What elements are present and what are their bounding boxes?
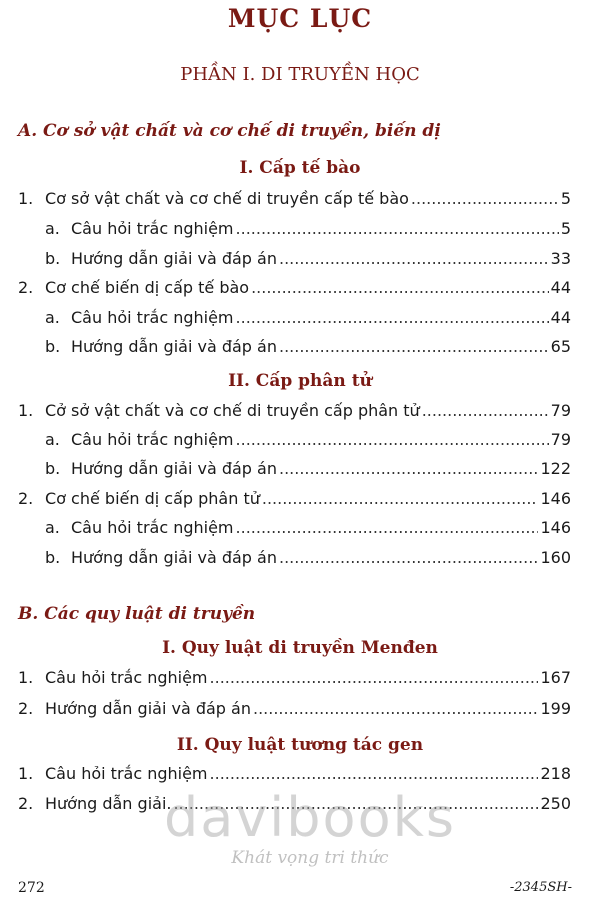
toc-subentry[interactable]: [45, 247, 571, 271]
entry-number: 1.: [18, 189, 34, 208]
chapter-heading: I. Cấp tế bào: [239, 158, 361, 178]
entry-title: Câu hỏi trắc nghiệm: [71, 308, 234, 327]
toc-entry[interactable]: [18, 399, 571, 423]
entry-page: 65: [550, 337, 571, 356]
entry-title: Hướng dẫn giải và đáp án: [71, 459, 277, 478]
toc-entry[interactable]: [18, 187, 571, 211]
dot-leader: [279, 457, 538, 481]
page-title: MỤC LỤC: [227, 4, 373, 33]
entry-page: 79: [550, 430, 571, 449]
toc-entry[interactable]: [18, 697, 571, 721]
entry-title: Cơ chế biến dị cấp phân tử: [45, 489, 260, 508]
dot-leader: [279, 335, 549, 359]
toc-subentry[interactable]: [45, 217, 571, 241]
entry-title: Cơ chế biến dị cấp tế bào: [45, 278, 250, 297]
entry-number: a.: [45, 308, 60, 327]
dot-leader: [236, 428, 549, 452]
entry-number: 1.: [18, 764, 34, 783]
dot-leader: [251, 276, 549, 300]
entry-title: Hướng dẫn giải và đáp án: [71, 548, 277, 567]
watermark-brand: davibooks: [163, 786, 457, 849]
dot-leader: [236, 306, 549, 330]
dot-leader: [210, 666, 539, 690]
entry-title: Hướng dẫn giải.: [45, 794, 172, 813]
dot-leader: [422, 399, 549, 423]
part-heading: PHẦN I. DI TRUYỀN HỌC: [180, 64, 420, 85]
watermark-tagline: Khát vọng tri thức: [231, 848, 389, 868]
entry-page: 44: [550, 278, 571, 297]
entry-title: Hướng dẫn giải và đáp án: [71, 337, 277, 356]
entry-number: a.: [45, 430, 60, 449]
dot-leader: [236, 516, 539, 540]
entry-page: 5: [560, 189, 571, 208]
entry-number: b.: [45, 249, 61, 268]
entry-number: 1.: [18, 401, 34, 420]
toc-subentry[interactable]: [45, 516, 571, 540]
entry-page: 146: [540, 518, 571, 537]
toc-entry[interactable]: [18, 276, 571, 300]
chapter-heading: I. Quy luật di truyền Menđen: [162, 638, 438, 658]
entry-title: Hướng dẫn giải và đáp án: [71, 249, 277, 268]
entry-page: 79: [550, 401, 571, 420]
toc-entry[interactable]: [18, 666, 571, 690]
entry-number: a.: [45, 518, 60, 537]
entry-title: Câu hỏi trắc nghiệm: [45, 764, 208, 783]
dot-leader: [279, 247, 549, 271]
chapter-heading: II. Cấp phân tử: [228, 371, 372, 391]
entry-page: 146: [540, 489, 571, 508]
toc-entry[interactable]: [18, 762, 571, 786]
entry-title: Cở sở vật chất và cơ chế di truyền cấp phân tử: [45, 401, 420, 420]
entry-title: Câu hỏi trắc nghiệm: [71, 219, 234, 238]
entry-title: Câu hỏi trắc nghiệm: [45, 668, 208, 687]
dot-leader: [279, 546, 538, 570]
dot-leader: [173, 792, 538, 816]
chapter-heading: II. Quy luật tương tác gen: [176, 735, 424, 755]
entry-number: 2.: [18, 489, 34, 508]
toc-subentry[interactable]: [45, 546, 571, 570]
toc-entry[interactable]: [18, 487, 571, 511]
toc-subentry[interactable]: [45, 335, 571, 359]
entry-page: 199: [540, 699, 571, 718]
entry-page: 167: [540, 668, 571, 687]
entry-page: 218: [540, 764, 571, 783]
entry-page: 33: [550, 249, 571, 268]
section-a-heading: A. Cơ sở vật chất và cơ chế di truyền, biến dị: [18, 121, 441, 141]
dot-leader: [210, 762, 539, 786]
entry-number: a.: [45, 219, 60, 238]
entry-number: b.: [45, 337, 61, 356]
entry-title: Hướng dẫn giải và đáp án: [45, 699, 251, 718]
toc-subentry[interactable]: [45, 306, 571, 330]
entry-page: 5: [560, 219, 571, 238]
toc-subentry[interactable]: [45, 457, 571, 481]
entry-page: 160: [540, 548, 571, 567]
toc-subentry[interactable]: [45, 428, 571, 452]
entry-number: b.: [45, 548, 61, 567]
entry-title: Cơ sở vật chất và cơ chế di truyền cấp tế bào: [45, 189, 409, 208]
entry-number: 2.: [18, 699, 34, 718]
dot-leader: [236, 217, 559, 241]
section-b-heading: B. Các quy luật di truyền: [18, 604, 256, 624]
entry-page: 250: [540, 794, 571, 813]
dot-leader: [262, 487, 539, 511]
entry-number: b.: [45, 459, 61, 478]
entry-number: 2.: [18, 278, 34, 297]
entry-number: 2.: [18, 794, 34, 813]
entry-title: Câu hỏi trắc nghiệm: [71, 430, 234, 449]
entry-page: 122: [540, 459, 571, 478]
dot-leader: [253, 697, 538, 721]
dot-leader: [411, 187, 559, 211]
entry-title: Câu hỏi trắc nghiệm: [71, 518, 234, 537]
entry-page: 44: [550, 308, 571, 327]
page-number: 272: [18, 880, 45, 896]
book-code: -2345SH-: [509, 880, 572, 895]
entry-number: 1.: [18, 668, 34, 687]
toc-entry[interactable]: [18, 792, 571, 816]
